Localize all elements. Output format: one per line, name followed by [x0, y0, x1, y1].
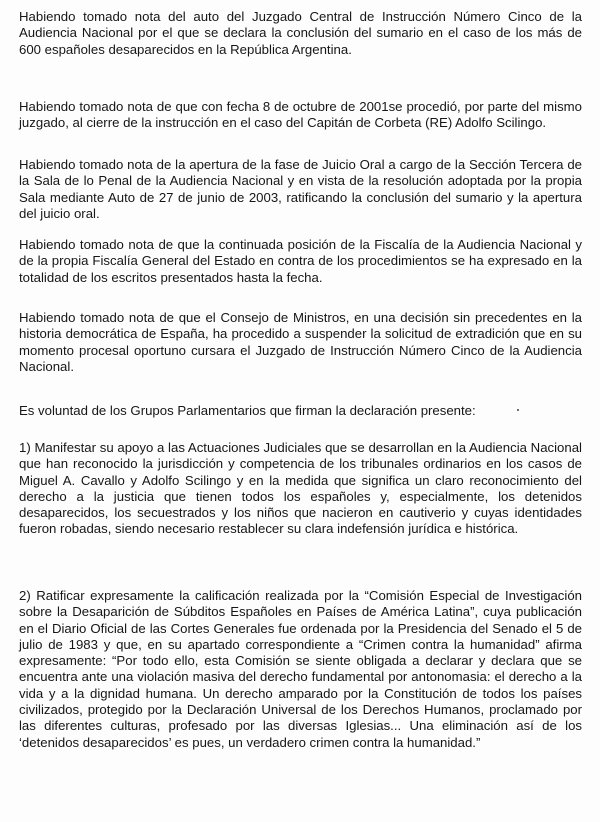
list-item-apoyo-actuaciones: 1) Manifestar su apoyo a las Actuaciones Judiciales que se desarrollan en la Audiencia Nacional que han reconocido la jurisdicción y competencia de los tribunales ordinarios en los casos de Miguel A. Cavallo y Adolfo Scilingo y en la medida que significa un claro reconocimiento del derecho a la justicia que tienen todos los españoles y, especialmente, los detenidos desaparecidos, los secuestrados y los niños que nacieron en cautiverio y cuyas identidades fueron robadas, siendo necesario restablecer su clara indefensión jurídica e histórica.: [19, 440, 582, 537]
paragraph-fiscalia: Habiendo tomado nota de que la continuada posición de la Fiscalía de la Audiencia Nacional y de la propia Fiscalía General del Estado en contra de los procedimientos se ha expresado en la totalidad de los escritos presentados hasta la fecha.: [19, 237, 582, 285]
paragraph-consejo-ministros: Habiendo tomado nota de que el Consejo de Ministros, en una decisión sin precedentes en la historia democrática de España, ha procedido a suspender la solicitud de extradición que en su momento procesal oportuno cursara el Juzgado de Instrucción Número Cinco de la Audiencia Nacional.: [19, 310, 582, 374]
paragraph-cierre-instruccion: Habiendo tomado nota de que con fecha 8 de octubre de 2001se procedió, por parte del mismo juzgado, al cierre de la instrucción en el caso del Capitán de Corbeta (RE) Adolfo Scilingo.: [19, 99, 582, 131]
paragraph-juicio-oral: Habiendo tomado nota de la apertura de la fase de Juicio Oral a cargo de la Sección Tercera de la Sala de lo Penal de la Audiencia Nacional y en vista de la resolución adoptada por la propia Sala mediante Auto de 27 de junio de 2003, ratificando la conclusión del sumario y la apertura del juicio oral.: [19, 157, 582, 221]
intro-statement: Es voluntad de los Grupos Parlamentarios que firman la declaración presente:: [19, 403, 476, 418]
scan-speck: [517, 409, 519, 411]
list-item-ratificar-calificacion: 2) Ratificar expresamente la calificación realizada por la “Comisión Especial de Investigación sobre la Desaparición de Súbditos Españoles en Países de América Latina”, cuya publicación en el Diario Oficial de las Cortes Generales fue ordenada por la Presidencia del Senado el 5 de julio de 1983 y que, en su apartado correspondiente a “Crimen contra la humanidad” afirma expresamente: “Por todo ello, esta Comisión se siente obligada a declarar y declara que se encuentra ante una violación masiva del derecho fundamental por antonomasia: el derecho a la vida y a la dignidad humana. Un derecho amparado por la Constitución de todos los países civilizados, protegido por la Declaración Universal de los Derechos Humanos, proclamado por las diferentes culturas, profesado por las diversas Iglesias... Una eliminación así de los ‘detenidos desaparecidos’ es pues, un verdadero crimen contra la humanidad.”: [19, 588, 582, 750]
paragraph-auto-juzgado: Habiendo tomado nota del auto del Juzgado Central de Instrucción Número Cinco de la Audiencia Nacional por el que se declara la conclusión del sumario en el caso de los más de 600 españoles desaparecidos en la República Argentina.: [19, 9, 582, 57]
